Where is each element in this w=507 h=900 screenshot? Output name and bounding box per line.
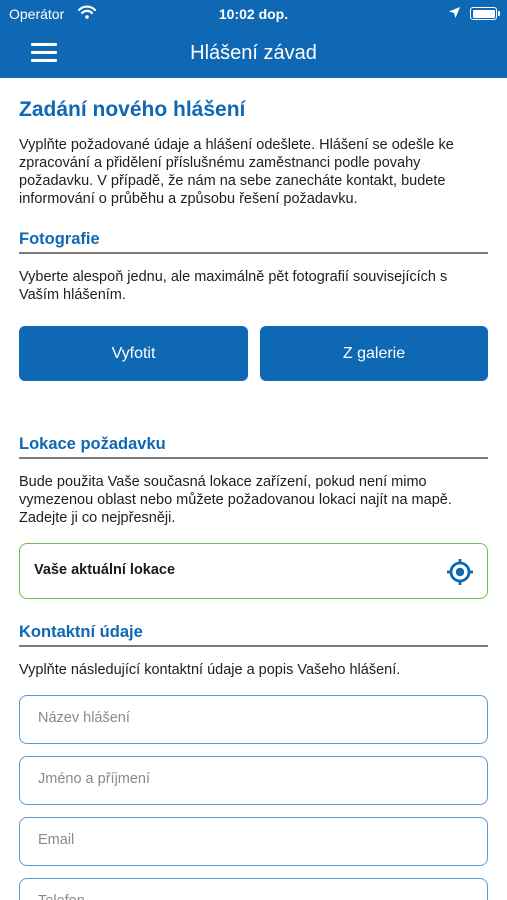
email-field[interactable] xyxy=(19,817,488,866)
location-arrow-icon xyxy=(448,6,461,22)
current-location-label: Vaše aktuální lokace xyxy=(34,562,176,578)
nav-title: Hlášení závad xyxy=(190,42,317,64)
location-text: Bude použita Vaše současná lokace zařízení, pokud není mimo vymezenou oblast nebo můžete požadovanou lokaci najít na mapě. Zadejte ji co nejpřesněji. xyxy=(19,474,452,526)
report-title-field[interactable] xyxy=(19,695,488,744)
full-name-input[interactable] xyxy=(38,771,468,787)
nav-bar xyxy=(0,28,507,78)
report-title-input[interactable] xyxy=(38,710,468,726)
phone-input[interactable] xyxy=(38,893,468,900)
take-photo-button[interactable]: Vyfotit xyxy=(19,326,248,381)
current-location-box[interactable] xyxy=(19,543,488,599)
target-icon[interactable] xyxy=(446,558,474,586)
email-input[interactable] xyxy=(38,832,468,848)
clock: 10:02 dop. xyxy=(218,6,289,22)
page-title: Zadání nového hlášení xyxy=(19,98,246,121)
contact-text: Vyplňte následující kontaktní údaje a popis Vašeho hlášení. xyxy=(19,662,401,678)
status-bar xyxy=(0,0,507,28)
battery-icon xyxy=(470,7,497,20)
intro-text: Vyplňte požadované údaje a hlášení odešlete. Hlášení se odešle ke zpracování a přidělení příslušnému zaměstnanci podle povahy požadavku. V případě, že nám na sebe zanecháte kontakt, budete informování o průběhu a způsobu řešení požadavku. xyxy=(19,137,454,207)
photos-text: Vyberte alespoň jednu, ale maximálně pět fotografií souvisejících s Vaším hlášením. xyxy=(19,269,448,303)
phone-field[interactable] xyxy=(19,878,488,900)
photos-heading: Fotografie xyxy=(19,230,488,254)
location-heading: Lokace požadavku xyxy=(19,435,488,459)
carrier-label: Operátor xyxy=(9,6,65,22)
full-name-field[interactable] xyxy=(19,756,488,805)
gallery-button[interactable]: Z galerie xyxy=(260,326,488,381)
contact-heading: Kontaktní údaje xyxy=(19,623,488,647)
